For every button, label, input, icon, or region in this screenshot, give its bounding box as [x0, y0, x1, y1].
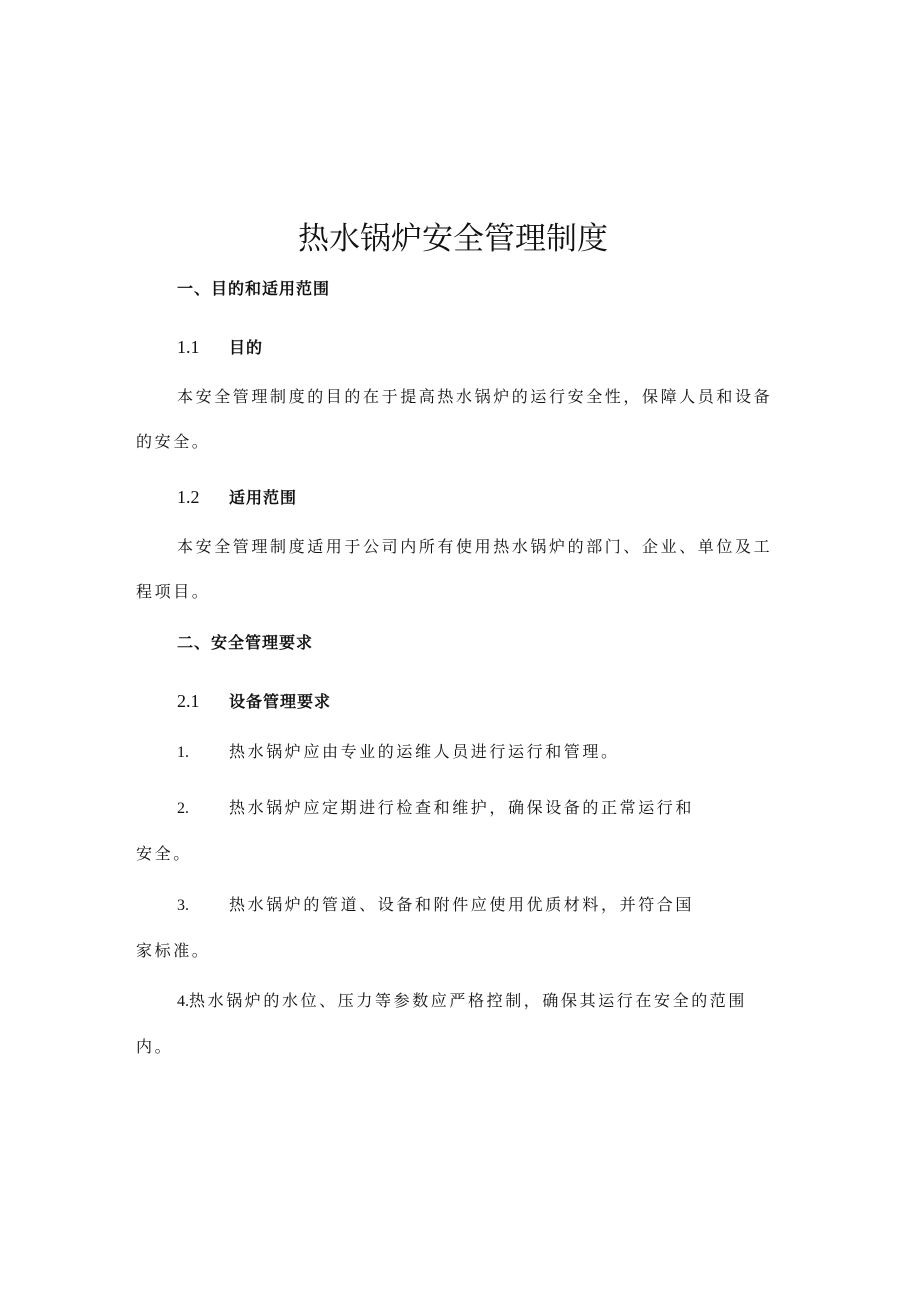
subsection-heading-1-1 — [177, 335, 263, 360]
document-title: 热水锅炉安全管理制度 — [298, 221, 608, 257]
list-item-text-continued: 内。 — [136, 1037, 174, 1056]
list-item — [136, 978, 756, 1069]
list-item-text: 热水锅炉应定期进行检查和维护，确保设备的正常运行和 — [229, 798, 695, 817]
subsection-heading-1-2 — [177, 485, 297, 510]
paragraph-scope: 本安全管理制度适用于公司内所有使用热水锅炉的部门、企业、单位及工程项目。 — [136, 537, 773, 601]
subsection-label: 适用范围 — [229, 488, 298, 507]
subsection-label: 设备管理要求 — [229, 692, 332, 711]
list-item — [136, 729, 736, 775]
subsection-heading-2-1 — [177, 689, 331, 714]
list-item-number: 1. — [177, 744, 189, 761]
subsection-number: 2.1 — [177, 691, 200, 711]
list-item-text: 热水锅炉应由专业的运维人员进行运行和管理。 — [229, 742, 620, 761]
list-item — [136, 882, 736, 973]
list-item — [136, 785, 736, 876]
list-item-number: 4. — [177, 993, 189, 1010]
subsection-label: 目的 — [229, 338, 264, 357]
list-item-number: 2. — [177, 800, 189, 817]
paragraph-purpose: 本安全管理制度的目的在于提高热水锅炉的运行安全性，保障人员和设备的安全。 — [136, 387, 773, 451]
subsection-number: 1.2 — [177, 487, 200, 507]
list-item-text-continued: 家标准。 — [136, 941, 211, 960]
list-item-text: 热水锅炉的水位、压力等参数应严格控制，确保其运行在安全的范围 — [189, 991, 748, 1010]
section-heading-2: 二、安全管理要求 — [177, 633, 314, 652]
list-item-text-continued: 安全。 — [136, 844, 192, 863]
subsection-number: 1.1 — [177, 337, 200, 357]
section-heading-1: 一、目的和适用范围 — [177, 279, 331, 298]
list-item-number: 3. — [177, 897, 189, 914]
list-item-text: 热水锅炉的管道、设备和附件应使用优质材料，并符合国 — [229, 895, 695, 914]
